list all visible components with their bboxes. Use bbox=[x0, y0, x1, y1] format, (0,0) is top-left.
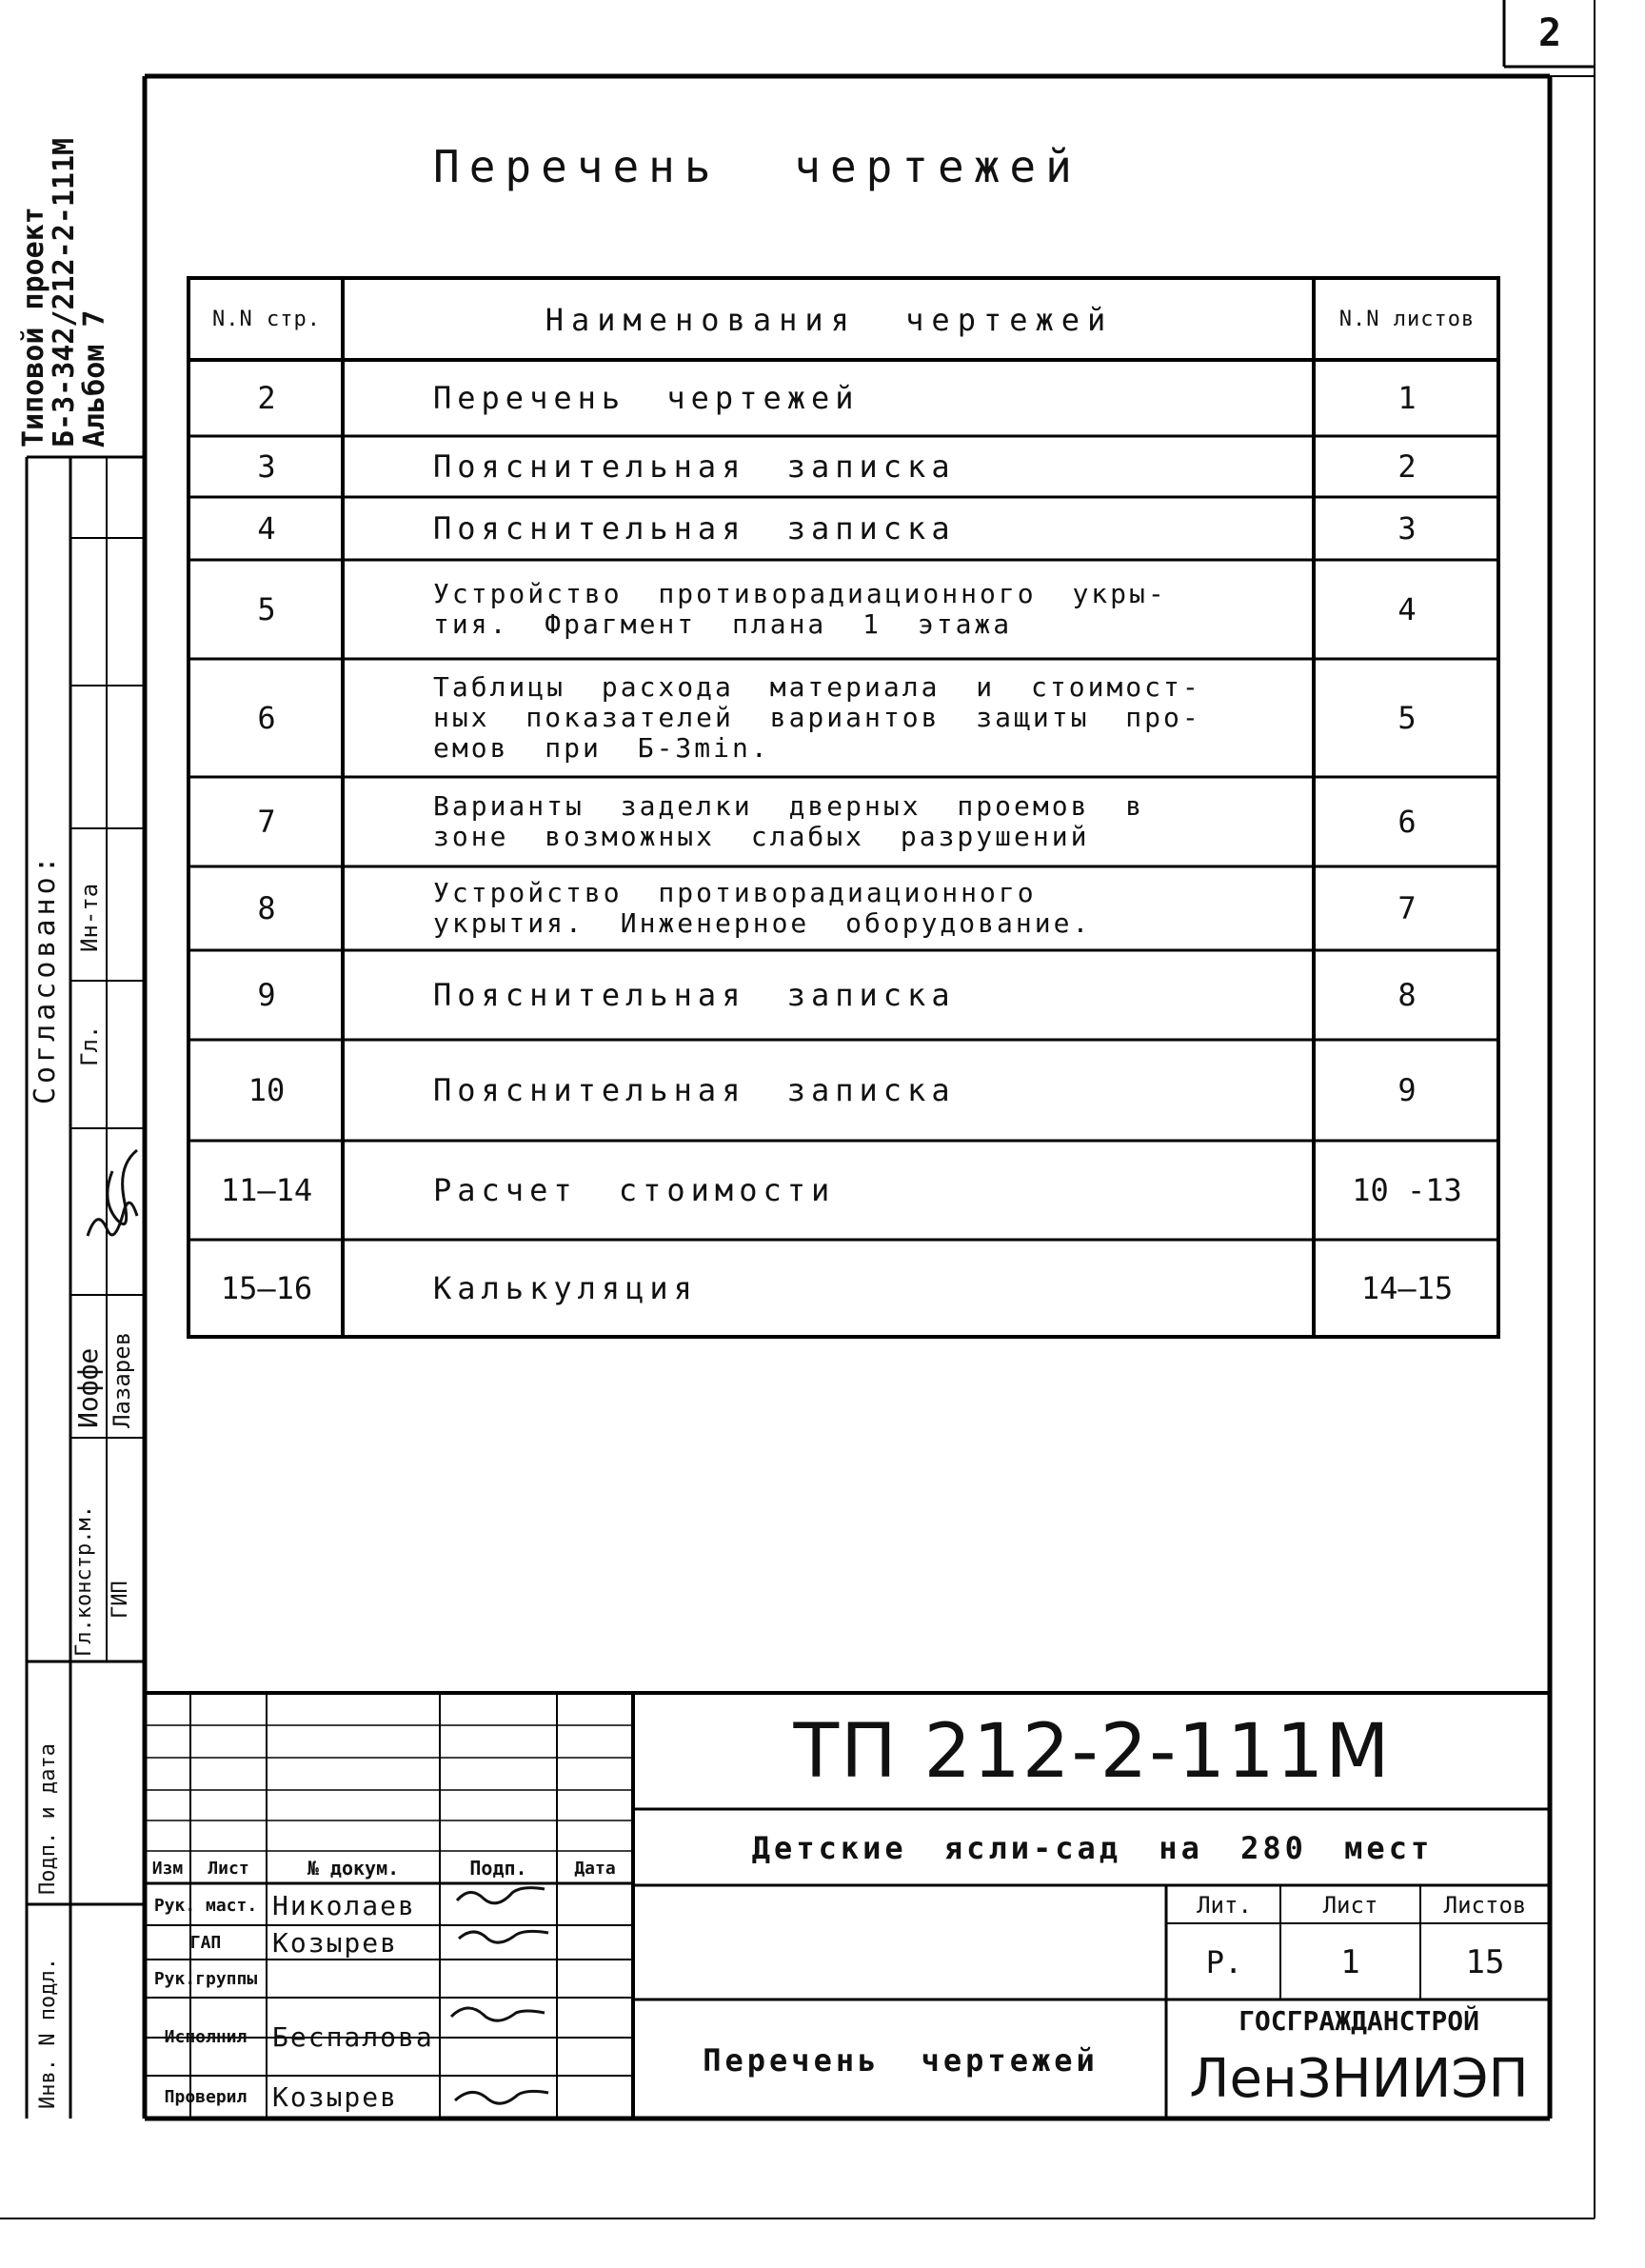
row-drawing-name-line: ных показателей вариантов защиты про- bbox=[433, 701, 1201, 733]
role-glkonstr: Гл.констр.м. bbox=[72, 1505, 96, 1657]
row-drawing-name-line: Варианты заделки дверных проемов в bbox=[433, 789, 1145, 822]
row-page-number: 8 bbox=[257, 890, 276, 926]
agreed-label: Согласовано: bbox=[29, 852, 62, 1104]
row-drawing-name-line: Расчет стоимости bbox=[433, 1171, 836, 1208]
role-gip: ГИП bbox=[109, 1581, 132, 1619]
role-label: Проверил bbox=[164, 2087, 248, 2107]
row-drawing-name-line: Калькуляция bbox=[433, 1269, 698, 1306]
role-label: ГАП bbox=[189, 1932, 222, 1953]
row-drawing-name bbox=[433, 497, 1309, 560]
project-line2: Б-3-342/212-2-111М bbox=[48, 137, 81, 448]
row-drawing-name-line: Пояснительная записка bbox=[433, 976, 956, 1013]
person-name bbox=[272, 1960, 440, 1998]
row-page-number: 9 bbox=[257, 977, 276, 1013]
row-drawing-name-line: Перечень чертежей bbox=[433, 379, 860, 416]
album: Альбом 7 bbox=[78, 309, 111, 448]
row-sheet-number: 9 bbox=[1397, 1072, 1417, 1108]
listov-label: Листов bbox=[1443, 1892, 1527, 1919]
row-drawing-name-line: Таблицы расхода материала и стоимост- bbox=[433, 670, 1201, 703]
row-drawing-name bbox=[433, 360, 1309, 436]
row-sheet-number: 1 bbox=[1397, 380, 1417, 416]
col-izm: Изм bbox=[151, 1858, 184, 1879]
inv-podl-label: Инв. N подл. bbox=[36, 1958, 60, 2109]
row-page-number: 10 bbox=[248, 1072, 286, 1108]
header-page-col: N.N стр. bbox=[212, 308, 321, 331]
page-number: 2 bbox=[1537, 11, 1562, 55]
row-drawing-name bbox=[433, 777, 1309, 866]
col-data: Дата bbox=[574, 1858, 616, 1879]
row-page-number: 6 bbox=[257, 700, 276, 736]
row-drawing-name-line: Пояснительная записка bbox=[433, 448, 956, 485]
list-label: Лист bbox=[1322, 1892, 1378, 1919]
row-page-number: 2 bbox=[257, 380, 276, 416]
row-drawing-name bbox=[433, 1040, 1309, 1141]
role-label: Исполнил bbox=[164, 2026, 248, 2047]
role-label: Рук. маст. bbox=[153, 1895, 258, 1916]
row-drawing-name bbox=[433, 866, 1309, 950]
row-drawing-name bbox=[433, 1240, 1309, 1337]
podp-data-label: Подп. и дата bbox=[36, 1743, 60, 1895]
row-drawing-name bbox=[433, 436, 1309, 497]
person-name: Козырев bbox=[272, 1926, 399, 1959]
row-drawing-name-line: Устройство противорадиационного bbox=[433, 876, 1037, 908]
person-name: Николаев bbox=[272, 1889, 416, 1921]
header-name-col: Наименования чертежей bbox=[545, 302, 1114, 338]
row-sheet-number: 4 bbox=[1397, 591, 1417, 627]
row-sheet-number: 7 bbox=[1397, 890, 1417, 926]
row-sheet-number: 5 bbox=[1397, 700, 1417, 736]
project-line1: Типовой проект bbox=[17, 207, 50, 448]
role-label: Рук.группы bbox=[153, 1968, 258, 1989]
row-page-number: 4 bbox=[257, 510, 276, 547]
role-inzh: Ин-та bbox=[76, 883, 103, 952]
col-podp: Подп. bbox=[469, 1857, 527, 1880]
row-drawing-name-line: укрытия. Инженерное оборудование. bbox=[433, 907, 1092, 939]
person-name: Беспалова bbox=[272, 2020, 434, 2053]
name-ioffe: Иоффе bbox=[72, 1347, 104, 1428]
lit-value: Р. bbox=[1205, 1944, 1243, 1980]
row-page-number: 15–16 bbox=[220, 1270, 313, 1306]
name-lazarev: Лазарев bbox=[109, 1331, 135, 1428]
org-name-1: ГОСГРАЖДАНСТРОЙ bbox=[1239, 2004, 1479, 2037]
row-page-number: 5 bbox=[257, 591, 276, 627]
row-drawing-name bbox=[433, 950, 1309, 1040]
project-name: Детские ясли-сад на 280 мест bbox=[751, 1830, 1434, 1866]
row-drawing-name-line: Пояснительная записка bbox=[433, 1071, 956, 1108]
row-sheet-number: 8 bbox=[1397, 977, 1417, 1013]
row-page-number: 7 bbox=[257, 804, 276, 840]
row-drawing-name-line: тия. Фрагмент плана 1 этажа bbox=[433, 608, 1013, 640]
col-doc: № докум. bbox=[307, 1857, 400, 1880]
header-sheet-col: N.N листов bbox=[1338, 308, 1476, 331]
listov-value: 15 bbox=[1465, 1943, 1505, 1981]
row-sheet-number: 6 bbox=[1397, 804, 1417, 840]
page-title: Перечень чертежей bbox=[433, 141, 1081, 192]
row-drawing-name bbox=[433, 560, 1309, 659]
row-sheet-number: 3 bbox=[1397, 510, 1417, 547]
doc-code: ТП 212-2-111М bbox=[793, 1709, 1392, 1795]
row-page-number: 3 bbox=[257, 448, 276, 485]
row-page-number: 11–14 bbox=[220, 1172, 313, 1208]
col-list: Лист bbox=[208, 1858, 249, 1879]
row-drawing-name-line: Устройство противорадиационного укры- bbox=[433, 577, 1167, 609]
row-drawing-name-line: зоне возможных слабых разрушений bbox=[433, 821, 1090, 852]
lit-label: Лит. bbox=[1197, 1892, 1252, 1919]
row-drawing-name bbox=[433, 1141, 1309, 1240]
row-drawing-name-line: емов при Б-3min. bbox=[433, 732, 770, 765]
person-name: Козырев bbox=[272, 2081, 399, 2113]
list-value: 1 bbox=[1340, 1943, 1360, 1981]
row-sheet-number: 14–15 bbox=[1360, 1270, 1454, 1306]
role-gl: Гл. bbox=[76, 1025, 103, 1066]
row-sheet-number: 10 -13 bbox=[1352, 1172, 1462, 1208]
org-name-2: ЛенЗНИИЭП bbox=[1189, 2048, 1529, 2110]
row-drawing-name-line: Пояснительная записка bbox=[433, 509, 956, 547]
row-drawing-name bbox=[433, 659, 1309, 777]
row-sheet-number: 2 bbox=[1397, 448, 1417, 485]
sheet-title: Перечень чертежей bbox=[703, 2041, 1099, 2079]
